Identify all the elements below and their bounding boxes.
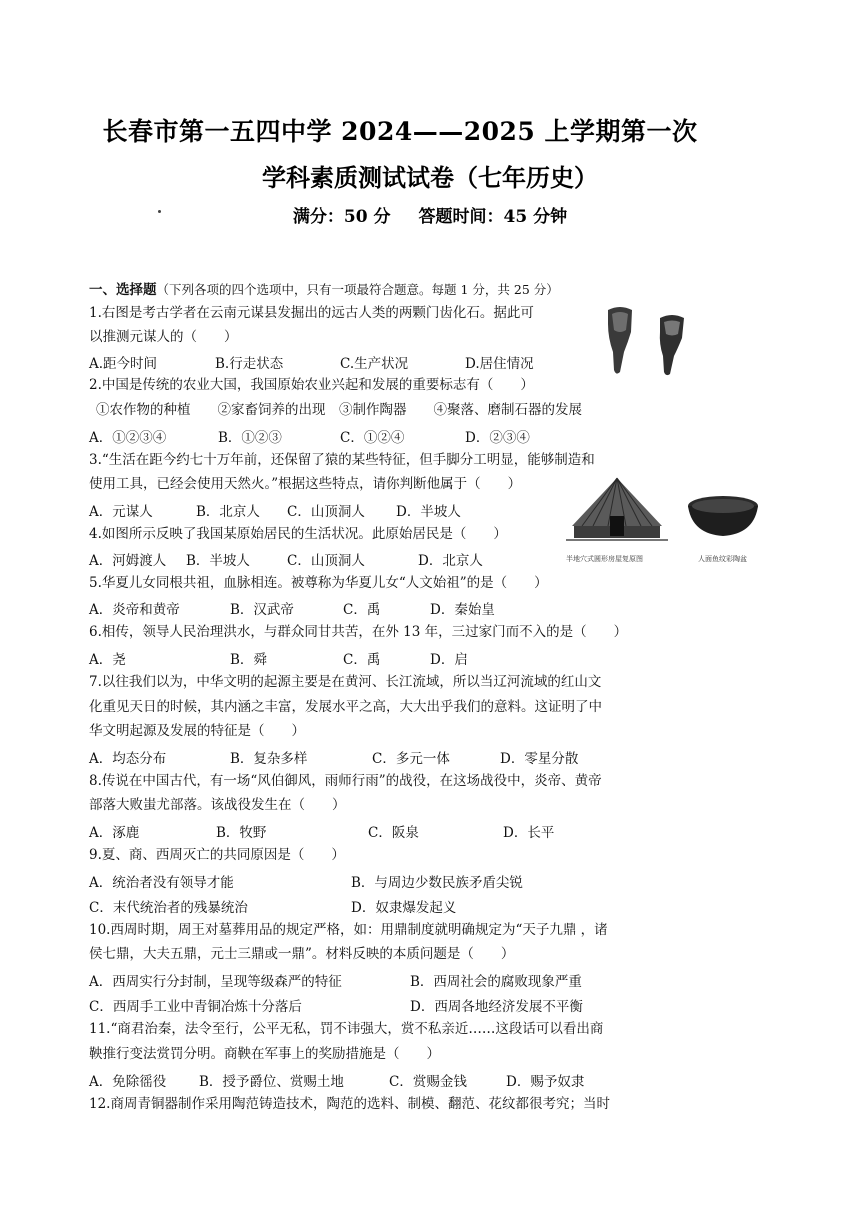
question-7-line-3: 华文明起源及发展的特征是（ ） (89, 723, 305, 739)
question-2-line-2: ①农作物的种植 ②家畜饲养的出现 ③制作陶器 ④聚落、磨制石器的发展 (96, 402, 582, 418)
fish-face-basin-figure (686, 494, 760, 540)
full-score: 满分：50 分 (292, 207, 391, 227)
q11-option-d: D．赐予奴隶 (506, 1074, 585, 1090)
q8-option-b: B．牧野 (216, 825, 267, 841)
q7-option-d: D．零星分散 (500, 751, 579, 767)
question-11-line-2: 鞅推行变法赏罚分明。商鞅在军事上的奖励措施是（ ） (89, 1046, 440, 1062)
section-instructions: （下列各项的四个选项中，只有一项最符合题意。每题 1 分，共 25 分） (156, 282, 559, 297)
q10-option-a: A．西周实行分封制，呈现等级森严的特征 (89, 974, 342, 990)
q5-option-d: D．秦始皇 (430, 602, 495, 618)
q2-option-d: D．②③④ (465, 430, 530, 446)
q10-option-b: B．西周社会的腐败现象严重 (410, 974, 582, 990)
q5-option-c: C．禹 (343, 602, 381, 618)
question-8-line-2: 部落大败蚩尤部落。该战役发生在（ ） (89, 797, 346, 813)
question-12-line-1: 12.商周青铜器制作采用陶范铸造技术，陶范的选料、制模、翻范、花纹都很考究；当时 (89, 1096, 610, 1112)
q8-option-d: D．长平 (503, 825, 555, 841)
q1-option-c: C.生产状况 (340, 356, 409, 372)
hut-caption: 半地穴式圆形房屋复原图 (566, 555, 643, 563)
question-1-line-2: 以推测元谋人的（ ） (89, 329, 238, 345)
q4-option-c: C．山顶洞人 (287, 553, 365, 569)
q7-option-c: C．多元一体 (372, 751, 450, 767)
question-6-line-1: 6.相传，领导人民治理洪水，与群众同甘共苦，在外 13 年，三过家门而不入的是（ ） (89, 624, 628, 640)
q9-option-a: A．统治者没有领导才能 (89, 875, 234, 891)
q4-option-d: D．北京人 (418, 553, 483, 569)
q11-option-b: B．授予爵位、赏赐土地 (199, 1074, 344, 1090)
section-title: 一、选择题 (89, 282, 157, 298)
q10-option-c: C．西周手工业中青铜冶炼十分落后 (89, 999, 302, 1015)
question-8-line-1: 8.传说在中国古代，有一场“风伯御风，雨师行雨”的战役，在这场战役中，炎帝、黄帝 (89, 773, 602, 789)
q2-option-a: A．①②③④ (89, 430, 167, 446)
q2-option-c: C．①②④ (340, 430, 405, 446)
exam-meta (0, 202, 860, 227)
q11-option-c: C．赏赐金钱 (389, 1074, 467, 1090)
question-11-line-1: 11.“商君治秦，法令至行，公平无私，罚不讳强大，赏不私亲近……这段话可以看出商 (89, 1021, 604, 1037)
question-4-line-1: 4.如图所示反映了我国某原始居民的生活状况。此原始居民是（ ） (89, 526, 507, 542)
answer-time: 答题时间：45 分钟 (418, 207, 568, 227)
basin-caption: 人面鱼纹彩陶盆 (698, 555, 747, 563)
q3-option-c: C．山顶洞人 (287, 504, 365, 520)
q8-option-c: C．阪泉 (368, 825, 419, 841)
q9-option-b: B．与周边少数民族矛盾尖锐 (351, 875, 523, 891)
q1-option-d: D.居住情况 (465, 356, 534, 372)
q11-option-a: A．免除徭役 (89, 1074, 167, 1090)
q3-option-b: B．北京人 (196, 504, 260, 520)
question-10-line-2: 侯七鼎，大夫五鼎，元士三鼎或一鼎”。材料反映的本质问题是（ ） (89, 946, 515, 962)
incisor-fossils-figure (598, 304, 718, 384)
question-10-line-1: 10.西周时期，周王对墓葬用品的规定严格，如：用鼎制度就明确规定为“天子九鼎 ，诸 (89, 922, 608, 938)
question-7-line-1: 7.以往我们以为，中华文明的起源主要是在黄河、长江流域，所以当辽河流域的红山文 (89, 674, 602, 690)
exam-title-line2: 学科素质测试试卷（七年历史） (262, 163, 598, 192)
q1-option-b: B.行走状态 (215, 356, 284, 372)
q5-option-a: A．炎帝和黄帝 (89, 602, 180, 618)
question-5-line-1: 5.华夏儿女同根共祖，血脉相连。被尊称为华夏儿女“人文始祖”的是（ ） (89, 575, 548, 591)
q4-option-a: A．河姆渡人 (89, 553, 167, 569)
question-3-line-2: 使用工具，已经会使用天然火。”根据这些特点，请你判断他属于（ ） (89, 476, 522, 492)
q3-option-d: D．半坡人 (396, 504, 461, 520)
q4-option-b: B．半坡人 (186, 553, 250, 569)
question-1-line-1: 1.右图是考古学者在云南元谋县发掘出的远古人类的两颗门齿化石。据此可 (89, 305, 534, 321)
question-2-line-1: 2.中国是传统的农业大国，我国原始农业兴起和发展的重要标志有（ ） (89, 377, 534, 393)
question-7-line-2: 化重见天日的时候，其内涵之丰富，发展水平之高，大大出乎我们的意料。这证明了中 (89, 699, 602, 715)
q6-option-c: C．禹 (343, 652, 381, 668)
question-9-line-1: 9.夏、商、西周灭亡的共同原因是（ ） (89, 847, 345, 863)
q2-option-b: B．①②③ (218, 430, 282, 446)
q6-option-a: A．尧 (89, 652, 126, 668)
q1-option-a: A.距今时间 (89, 356, 158, 372)
q9-option-c: C．末代统治者的残暴统治 (89, 900, 248, 916)
exam-title-line1: 长春市第一五四中学 2024——2025 上学期第一次 (102, 117, 698, 146)
q6-option-b: B．舜 (230, 652, 267, 668)
question-3-line-1: 3.“生活在距今约七十万年前，还保留了猿的某些特征，但手脚分工明显，能够制造和 (89, 452, 595, 468)
q9-option-d: D．奴隶爆发起义 (351, 900, 457, 916)
q8-option-a: A．涿鹿 (89, 825, 140, 841)
q3-option-a: A．元谋人 (89, 504, 153, 520)
q7-option-b: B．复杂多样 (230, 751, 308, 767)
q7-option-a: A．均态分布 (89, 751, 167, 767)
q6-option-d: D．启 (430, 652, 468, 668)
semi-subterranean-hut-figure (566, 476, 668, 552)
q5-option-b: B．汉武帝 (230, 602, 294, 618)
section-heading (89, 281, 559, 299)
q10-option-d: D．西周各地经济发展不平衡 (410, 999, 583, 1015)
